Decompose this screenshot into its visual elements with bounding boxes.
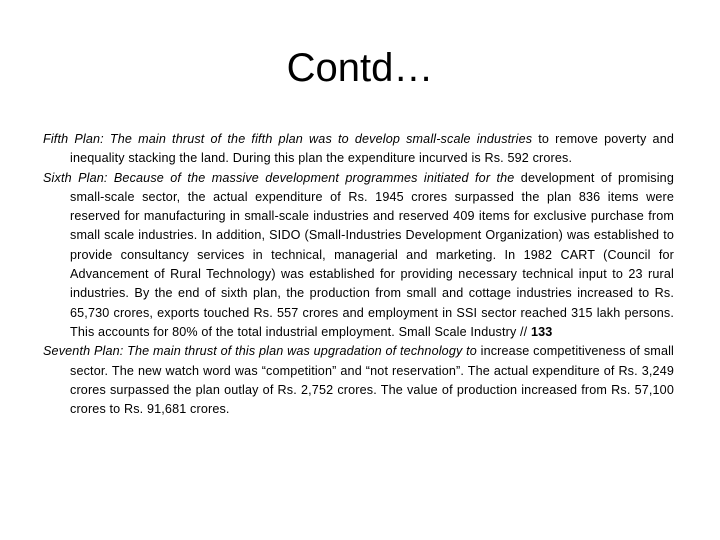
paragraph-lead: Seventh Plan: The main thrust of this plan was upgradation of technology to [43,344,477,359]
slide-body [43,130,674,419]
page-reference: 133 [530,324,553,339]
paragraph-lead: Sixth Plan: Because of the massive development programmes initiated for the [43,170,515,185]
paragraph-lead: Fifth Plan: The main thrust of the fifth plan was to develop small-scale industries [43,132,533,146]
paragraph-text: development of promising small-scale sector, the actual expenditure of Rs. 1945 crores surpassed the plan 836 items were reserved for manufacturing in small-scale industries and reserved 409 items for exclusive purchase from small scale industries. In addition, SIDO (Small-Industries Development Organization) was established to provide consultancy services in technical, managerial and marketing. In 1982 CART (Council for Advancement of Rural Technology) was established for providing necessary technical input to 23 rural industries. By the end of sixth plan, the production from small and cottage industries increased to Rs. 65,730 crores, exports touched Rs. 557 crores and employment in SSI sector reached 315 lakh persons. This accounts for 80% of the total industrial employment. Small Scale Industry // [70,170,674,339]
paragraph-text: to remove poverty and inequality stacking the land. During this plan the expenditure incurved is Rs. 592 crores. [70,132,674,166]
slide-title: Contd… [286,46,434,90]
paragraph-seventh-plan [43,342,674,419]
paragraph-text: increase competitiveness of small sector. The new watch word was “competition” and “not reservation”. The actual expenditure of Rs. 3,249 crores surpassed the plan outlay of Rs. 2,752 crores. The value of production increased from Rs. 57,100 crores to Rs. 91,681 crores. [70,344,674,417]
paragraph-sixth-plan [43,169,674,343]
paragraph-fifth-plan [43,130,674,169]
